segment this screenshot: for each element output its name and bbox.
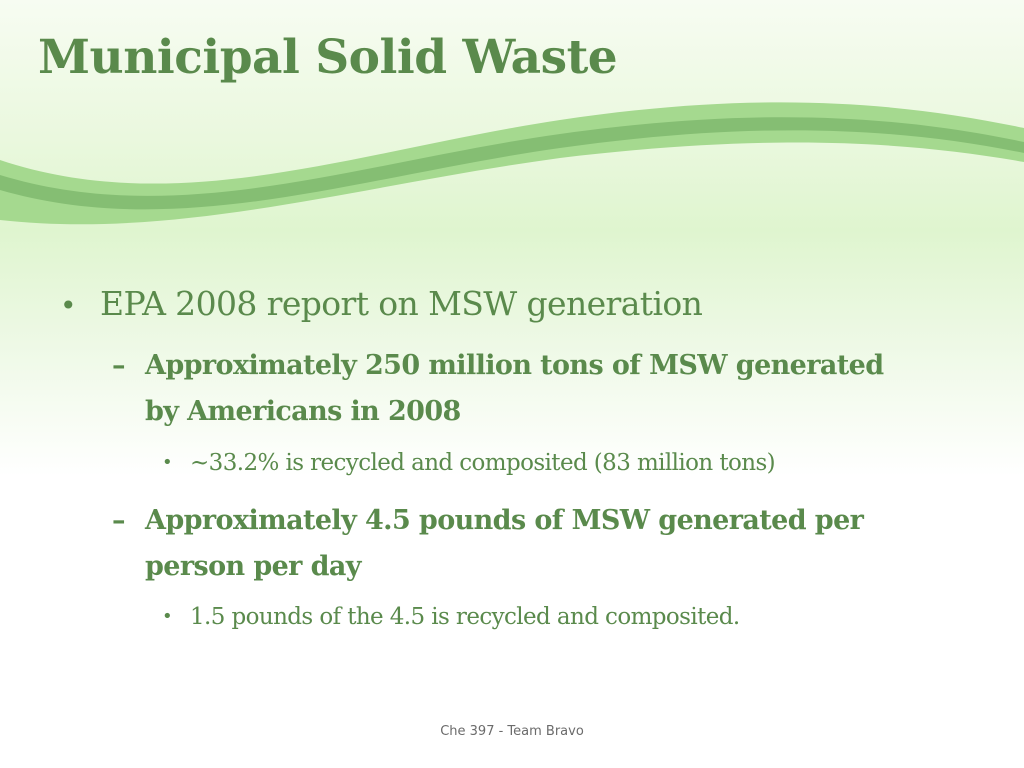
bullet-marker: •	[162, 452, 173, 473]
sub-bullet-1	[112, 343, 912, 435]
bullet-marker: •	[60, 289, 76, 322]
bullet-marker: •	[162, 606, 173, 627]
sub-sub-bullet-2	[162, 604, 740, 630]
dash-marker: –	[112, 350, 125, 381]
sub-sub-bullet-1	[162, 450, 775, 476]
dash-marker: –	[112, 505, 125, 536]
sub-bullet-2	[112, 498, 912, 590]
sub-bullet-text: Approximately 4.5 pounds of MSW generated per person per day	[145, 505, 864, 582]
slide-title: Municipal Solid Waste	[38, 30, 618, 85]
sub-bullet-text: Approximately 250 million tons of MSW generated by Americans in 2008	[145, 350, 884, 427]
slide-footer: Che 397 - Team Bravo	[440, 724, 584, 739]
sub-sub-bullet-text: ~33.2% is recycled and composited (83 million tons)	[190, 450, 776, 476]
bullet-level1	[60, 284, 702, 323]
sub-sub-bullet-text: 1.5 pounds of the 4.5 is recycled and composited.	[190, 604, 740, 630]
bullet-text: EPA 2008 report on MSW generation	[100, 284, 703, 323]
